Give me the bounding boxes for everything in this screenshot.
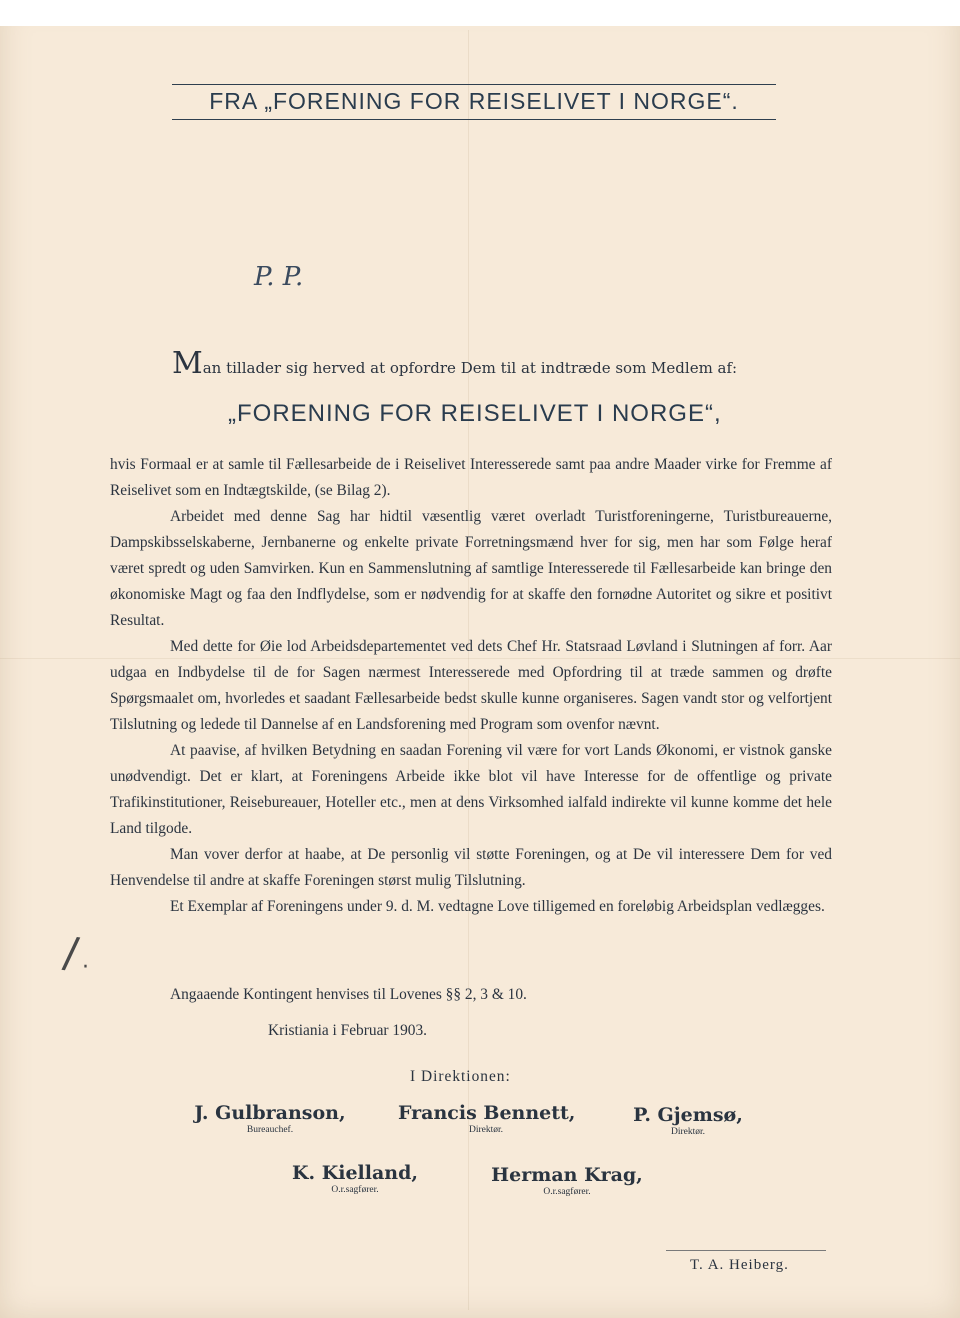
signatory (398, 1102, 574, 1135)
paragraph: hvis Formaal er at samle til Fællesarbeide de i Reiselivet Interesserede samt paa andre Maader virke for Fremme af Reiselivet som en Indtægtskilde, (se Bilag 2). (110, 456, 832, 499)
society-name: „FORENING FOR REISELIVET I NORGE“, (228, 400, 722, 427)
letterhead-title: FRA „FORENING FOR REISELIVET I NORGE“. (209, 88, 739, 114)
signatory-title: Bureauchef. (246, 1125, 294, 1135)
signatory-title: Direktør. (670, 1127, 706, 1137)
signatory-name: P. Gjemsø, (633, 1104, 743, 1126)
opening-text: an tillader sig herved at opfordre Dem til at indtræde som Medlem af: (202, 359, 738, 377)
signatory-title: Direktør. (468, 1125, 504, 1135)
paragraph: At paavise, af hvilken Betydning en saadan Forening vil være for vort Lands Økonomi, er vistnok ganske unødvendigt. Det er klart, at Foreningens Arbeide ikke blot vil have Interesse for de offentlige og private Trafikinstitutioner, Reisebureauer, Hoteller etc., men at dens Virksomhed ialfald indirekte vil kunne komme det hele Land tilgode. (110, 742, 832, 837)
secretary-name: T. A. Heiberg. (690, 1257, 789, 1273)
margin-slash-mark: / (60, 927, 82, 978)
margin-dot-mark: · (82, 955, 89, 980)
signatory-name: K. Kielland, (291, 1162, 419, 1184)
header-rule-top (172, 84, 776, 85)
paragraph: Man vover derfor at haabe, at De personlig vil støtte Foreningen, og at De vil interessere Dem for ved Henvendelse til andre at skaffe Foreningen størst mulig Tilslutning. (110, 846, 832, 889)
paragraph: Med dette for Øie lod Arbeidsdepartementet ved dets Chef Hr. Statsraad Løvland i Slutningen af forr. Aar udgaa en Indbydelse til de for Sagen nærmest Interesserede med Opfordring til at træde sammen og drøfte Spørgsmaalet om, hvorledes et saadant Fællesarbeide bedst skulle kunne organiseres. Sagen vandt stor og velfortjent Tilslutning og ledede til Dannelse af en Landsforening med Program som ovenfor nævnt. (110, 638, 832, 733)
salutation: P. P. (254, 262, 304, 292)
signatory (622, 1104, 754, 1137)
signatory-title: O.r.sagfører. (543, 1187, 591, 1197)
place-date: Kristiania i Februar 1903. (268, 1022, 428, 1039)
opening-line (172, 346, 737, 381)
signatory-name: Francis Bennett, (398, 1102, 576, 1124)
signatory-name: J. Gulbranson, (194, 1102, 346, 1124)
signatory (192, 1102, 348, 1135)
paragraph: Arbeidet med denne Sag har hidtil væsentlig været overladt Turistforeningerne, Turistbureauerne, Dampskibsselskaberne, Jernbanerne og enkelte private Forretningsmænd hver for sig, men har som Følge heraf været spredt og uden Samvirken. Kun en Sammenslutning af samtlige Interesserede til Fællesarbeide kan bringe den økonomiske Magt og faa den Indflydelse, som er nødvendig for at skaffe den fornødne Autoritet og sikre et positivt Resultat. (110, 508, 832, 629)
header-rule-bottom (172, 119, 776, 120)
signatory-title: O.r.sagfører. (331, 1185, 379, 1195)
secretary-rule (666, 1250, 826, 1251)
paragraph: Et Exemplar af Foreningens under 9. d. M. vedtagne Love tilligemed en foreløbig Arbeidsplan vedlægges. (170, 898, 825, 915)
contingent-note: Angaaende Kontingent henvises til Lovenes §§ 2, 3 & 10. (170, 986, 527, 1003)
signatory-name: Herman Krag, (491, 1164, 643, 1186)
signatory (280, 1162, 430, 1195)
dropcap-letter: M (172, 346, 203, 381)
signatory (484, 1164, 650, 1197)
board-heading: I Direktionen: (410, 1068, 511, 1085)
letter-body (110, 452, 832, 920)
page-top-edge (0, 0, 960, 26)
